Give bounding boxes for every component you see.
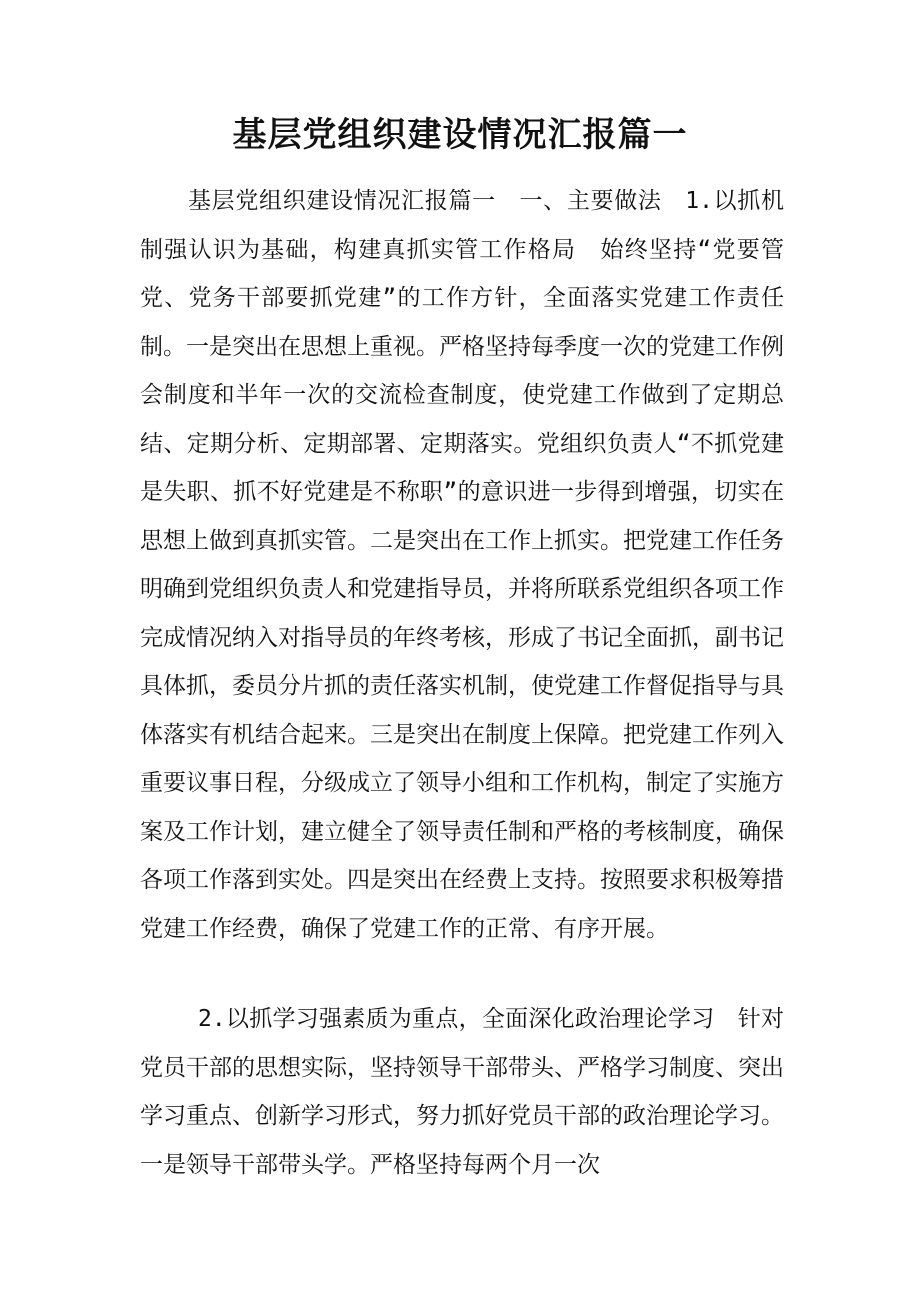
document-title: 基层党组织建设情况汇报篇一 <box>232 115 688 155</box>
paragraph-study: 2.以抓学习强素质为重点，全面深化政治理论学习 针对党员干部的思想实际，坚持领导干部带头、严格学习制度、突出学习重点、创新学习形式，努力抓好党员干部的政治理论学习。一是领导干部带头学。严格坚持每两个月一次 <box>140 1006 784 1178</box>
paragraph-mechanism: 基层党组织建设情况汇报篇一 一、主要做法 1.以抓机制强认识为基础，构建真抓实管工作格局 始终坚持“党要管党、党务干部要抓党建”的工作方针，全面落实党建工作责任制。一是突出在思想上重视。严格坚持每季度一次的党建工作例会制度和半年一次的交流检查制度，使党建工作做到了定期总结、定期分析、定期部署、定期落实。党组织负责人“不抓党建是失职、抓不好党建是不称职”的意识进一步得到增强，切实在思想上做到真抓实管。二是突出在工作上抓实。把党建工作任务明确到党组织负责人和党建指导员，并将所联系党组织各项工作完成情况纳入对指导员的年终考核，形成了书记全面抓，副书记具体抓，委员分片抓的责任落实机制，使党建工作督促指导与具体落实有机结合起来。三是突出在制度上保障。把党建工作列入重要议事日程，分级成立了领导小组和工作机构，制定了实施方案及工作计划，建立健全了领导责任制和严格的考核制度，确保各项工作落到实处。四是突出在经费上支持。按照要求积极筹措党建工作经费，确保了党建工作的正常、有序开展。 <box>140 188 784 942</box>
